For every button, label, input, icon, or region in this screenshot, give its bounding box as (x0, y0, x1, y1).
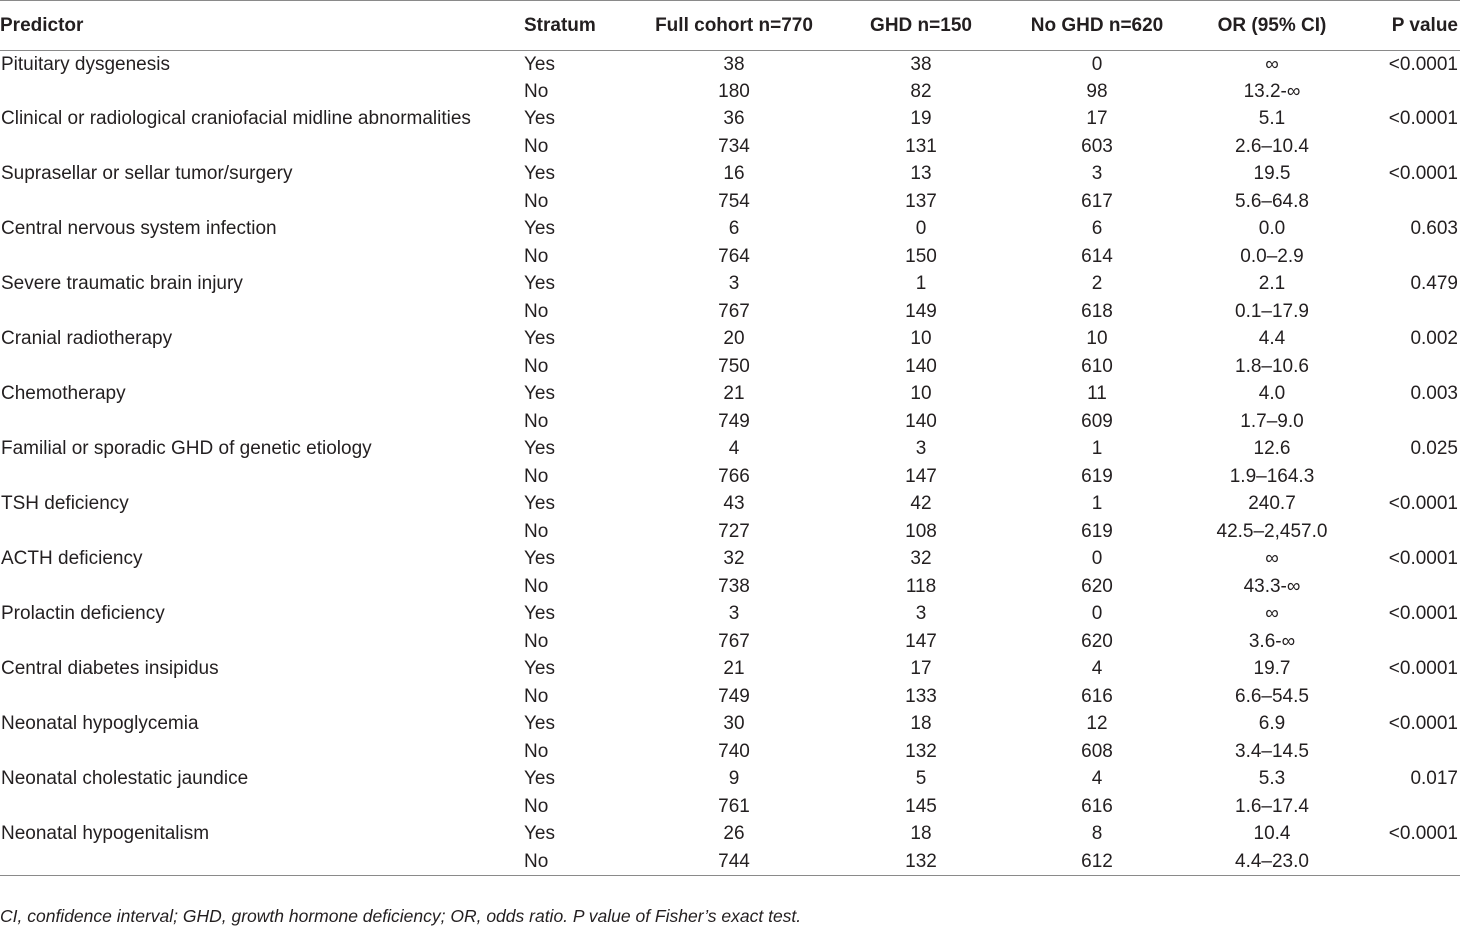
cell-stratum: Yes (524, 273, 555, 295)
cell-full-cohort: 180 (718, 80, 750, 102)
cell-stratum: Yes (524, 658, 555, 680)
table-row (0, 188, 1460, 216)
cell-p-value: <0.0001 (1388, 658, 1458, 680)
cell-no-ghd: 98 (1086, 80, 1108, 102)
cell-full-cohort: 767 (718, 300, 750, 322)
cell-p-value: <0.0001 (1388, 163, 1458, 185)
cell-full-cohort: 36 (723, 108, 745, 130)
cell-stratum: Yes (524, 328, 555, 350)
cell-stratum: No (524, 410, 549, 432)
cell-predictor: Neonatal cholestatic jaundice (1, 768, 249, 790)
cell-predictor (0, 518, 524, 546)
cell-no-ghd: 1 (1091, 493, 1103, 515)
cell-stratum: No (524, 245, 549, 267)
cell-predictor: Pituitary dysgenesis (1, 53, 170, 75)
cell-full-cohort: 3 (728, 273, 740, 295)
cell-no-ghd: 0 (1091, 548, 1103, 570)
cell-full-cohort: 30 (723, 713, 745, 735)
cell-or-ci: ∞ (1265, 548, 1279, 570)
table-row (0, 821, 1460, 849)
cell-p-value (1358, 573, 1460, 601)
cell-stratum: Yes (524, 53, 555, 75)
table-row (0, 573, 1460, 601)
cell-predictor: Neonatal hypogenitalism (1, 823, 210, 845)
cell-predictor: Central diabetes insipidus (1, 658, 219, 680)
table-row (0, 546, 1460, 574)
cell-or-ci: 1.8–10.6 (1235, 355, 1309, 377)
cell-ghd: 147 (905, 465, 937, 487)
header-full-cohort: Full cohort n=770 (634, 1, 834, 51)
cell-predictor: Neonatal hypoglycemia (1, 713, 199, 735)
cell-full-cohort: 20 (723, 328, 745, 350)
cell-no-ghd: 619 (1081, 520, 1113, 542)
cell-predictor (0, 243, 524, 271)
table-row (0, 738, 1460, 766)
cell-full-cohort: 750 (718, 355, 750, 377)
cell-full-cohort: 727 (718, 520, 750, 542)
cell-stratum: Yes (524, 218, 555, 240)
cell-predictor (0, 848, 524, 876)
cell-ghd: 1 (915, 273, 927, 295)
table-row (0, 298, 1460, 326)
cell-or-ci: ∞ (1265, 53, 1279, 75)
cell-full-cohort: 749 (718, 685, 750, 707)
cell-full-cohort: 738 (718, 575, 750, 597)
cell-predictor (0, 628, 524, 656)
cell-or-ci: 4.4 (1258, 328, 1286, 350)
header-p-value: P value (1358, 1, 1460, 51)
cell-predictor (0, 738, 524, 766)
table-header (0, 1, 1460, 51)
cell-no-ghd: 618 (1081, 300, 1113, 322)
cell-stratum: No (524, 80, 549, 102)
cell-stratum: Yes (524, 548, 555, 570)
cell-p-value: <0.0001 (1388, 548, 1458, 570)
header-ghd: GHD n=150 (834, 1, 1008, 51)
cell-p-value: 0.025 (1410, 438, 1458, 460)
cell-predictor: Chemotherapy (1, 383, 126, 405)
table-row (0, 601, 1460, 629)
cell-or-ci: 2.1 (1258, 273, 1286, 295)
cell-or-ci: 10.4 (1253, 823, 1291, 845)
table-row (0, 793, 1460, 821)
cell-or-ci: 5.3 (1258, 768, 1286, 790)
table-row (0, 133, 1460, 161)
cell-ghd: 118 (905, 575, 937, 597)
cell-ghd: 132 (905, 740, 937, 762)
cell-stratum: Yes (524, 823, 555, 845)
cell-p-value (1358, 133, 1460, 161)
cell-ghd: 17 (910, 658, 932, 680)
cell-no-ghd: 3 (1091, 163, 1103, 185)
cell-or-ci: ∞ (1265, 603, 1279, 625)
cell-no-ghd: 614 (1081, 245, 1113, 267)
cell-or-ci: 0.0 (1258, 218, 1286, 240)
cell-p-value (1358, 353, 1460, 381)
cell-full-cohort: 9 (728, 768, 740, 790)
cell-predictor (0, 408, 524, 436)
table-row (0, 408, 1460, 436)
table-row (0, 271, 1460, 299)
cell-ghd: 3 (915, 438, 927, 460)
cell-no-ghd: 17 (1086, 108, 1108, 130)
cell-or-ci: 19.5 (1253, 163, 1291, 185)
cell-or-ci: 3.6-∞ (1248, 630, 1296, 652)
cell-full-cohort: 754 (718, 190, 750, 212)
cell-ghd: 19 (910, 108, 932, 130)
cell-no-ghd: 616 (1081, 685, 1113, 707)
cell-stratum: Yes (524, 603, 555, 625)
table-body (0, 51, 1460, 876)
cell-ghd: 147 (905, 630, 937, 652)
cell-ghd: 145 (905, 795, 937, 817)
header-predictor: Predictor (0, 1, 524, 51)
cell-stratum: Yes (524, 493, 555, 515)
cell-ghd: 150 (905, 245, 937, 267)
cell-predictor (0, 573, 524, 601)
cell-stratum: No (524, 300, 549, 322)
cell-no-ghd: 4 (1091, 768, 1103, 790)
cell-stratum: No (524, 135, 549, 157)
cell-full-cohort: 6 (728, 218, 740, 240)
table-row (0, 353, 1460, 381)
cell-p-value (1358, 683, 1460, 711)
cell-p-value (1358, 408, 1460, 436)
cell-p-value (1358, 298, 1460, 326)
cell-predictor: Familial or sporadic GHD of genetic etiology (1, 438, 372, 460)
table-footnote: CI, confidence interval; GHD, growth hormone deficiency; OR, odds ratio. P value of Fisher’s exact test. (0, 906, 802, 926)
cell-ghd: 149 (905, 300, 937, 322)
cell-full-cohort: 26 (723, 823, 745, 845)
table-row (0, 216, 1460, 244)
table-row (0, 766, 1460, 794)
cell-full-cohort: 43 (723, 493, 745, 515)
cell-full-cohort: 38 (723, 53, 745, 75)
cell-or-ci: 13.2-∞ (1243, 80, 1301, 102)
cell-stratum: No (524, 355, 549, 377)
cell-predictor (0, 683, 524, 711)
table-row (0, 683, 1460, 711)
cell-no-ghd: 1 (1091, 438, 1103, 460)
cell-no-ghd: 6 (1091, 218, 1103, 240)
cell-no-ghd: 0 (1091, 53, 1103, 75)
cell-predictor: Cranial radiotherapy (1, 328, 173, 350)
cell-or-ci: 43.3-∞ (1243, 575, 1301, 597)
cell-ghd: 5 (915, 768, 927, 790)
cell-full-cohort: 21 (723, 383, 745, 405)
cell-or-ci: 19.7 (1253, 658, 1291, 680)
cell-ghd: 82 (910, 80, 932, 102)
cell-or-ci: 3.4–14.5 (1235, 740, 1309, 762)
cell-stratum: No (524, 795, 549, 817)
cell-predictor (0, 133, 524, 161)
cell-ghd: 108 (905, 520, 937, 542)
cell-full-cohort: 744 (634, 848, 834, 876)
cell-stratum: Yes (524, 163, 555, 185)
cell-no-ghd: 8 (1091, 823, 1103, 845)
table-row (0, 656, 1460, 684)
cell-no-ghd: 11 (1087, 383, 1107, 405)
table-row (0, 161, 1460, 189)
cell-p-value (1358, 78, 1460, 106)
table-row (0, 518, 1460, 546)
cell-ghd: 137 (905, 190, 937, 212)
cell-predictor (0, 793, 524, 821)
cell-predictor: ACTH deficiency (1, 548, 143, 570)
cell-full-cohort: 767 (718, 630, 750, 652)
table-row (0, 848, 1460, 876)
cell-full-cohort: 749 (718, 410, 750, 432)
cell-or-ci: 2.6–10.4 (1235, 135, 1309, 157)
table-row (0, 326, 1460, 354)
cell-no-ghd: 616 (1081, 795, 1113, 817)
cell-p-value: 0.002 (1410, 328, 1458, 350)
table-row (0, 243, 1460, 271)
cell-full-cohort: 764 (718, 245, 750, 267)
header-or-ci: OR (95% CI) (1186, 1, 1358, 51)
cell-stratum: Yes (524, 438, 555, 460)
cell-or-ci: 5.1 (1258, 108, 1286, 130)
cell-or-ci: 0.1–17.9 (1235, 300, 1309, 322)
cell-full-cohort: 4 (728, 438, 740, 460)
cell-no-ghd: 619 (1081, 465, 1113, 487)
cell-no-ghd: 620 (1081, 575, 1113, 597)
cell-p-value (1358, 243, 1460, 271)
table-row (0, 436, 1460, 464)
cell-predictor (0, 353, 524, 381)
cell-or-ci: 0.0–2.9 (1240, 245, 1304, 267)
table-row (0, 491, 1460, 519)
cell-full-cohort: 16 (723, 163, 745, 185)
cell-predictor: Severe traumatic brain injury (1, 273, 243, 295)
cell-no-ghd: 603 (1081, 135, 1113, 157)
cell-no-ghd: 0 (1091, 603, 1103, 625)
cell-full-cohort: 761 (718, 795, 750, 817)
cell-ghd: 133 (905, 685, 937, 707)
cell-stratum: No (524, 630, 549, 652)
cell-p-value: <0.0001 (1388, 713, 1458, 735)
cell-p-value (1358, 518, 1460, 546)
cell-stratum: No (524, 520, 549, 542)
cell-predictor (0, 463, 524, 491)
cell-ghd: 0 (915, 218, 927, 240)
cell-p-value: <0.0001 (1388, 493, 1458, 515)
cell-no-ghd: 2 (1091, 273, 1103, 295)
cell-full-cohort: 3 (728, 603, 740, 625)
cell-ghd: 132 (834, 848, 1008, 876)
cell-or-ci: 5.6–64.8 (1235, 190, 1309, 212)
cell-or-ci: 4.4–23.0 (1186, 848, 1358, 876)
header-row (0, 1, 1460, 51)
cell-or-ci: 1.6–17.4 (1235, 795, 1309, 817)
table-row (0, 711, 1460, 739)
cell-p-value: 0.003 (1410, 383, 1458, 405)
cell-ghd: 18 (910, 823, 932, 845)
cell-ghd: 38 (910, 53, 932, 75)
cell-p-value: <0.0001 (1388, 823, 1458, 845)
cell-predictor: Central nervous system infection (1, 218, 277, 240)
cell-or-ci: 1.7–9.0 (1240, 410, 1304, 432)
cell-full-cohort: 766 (718, 465, 750, 487)
cell-or-ci: 6.6–54.5 (1235, 685, 1309, 707)
cell-no-ghd: 10 (1086, 328, 1108, 350)
cell-ghd: 140 (905, 355, 937, 377)
cell-or-ci: 1.9–164.3 (1229, 465, 1315, 487)
cell-p-value: 0.479 (1410, 273, 1458, 295)
cell-no-ghd: 12 (1086, 713, 1108, 735)
cell-predictor: Suprasellar or sellar tumor/surgery (1, 163, 293, 185)
cell-predictor: Prolactin deficiency (1, 603, 165, 625)
cell-ghd: 131 (905, 135, 937, 157)
cell-p-value (1358, 848, 1460, 876)
cell-p-value: <0.0001 (1388, 603, 1458, 625)
cell-no-ghd: 4 (1091, 658, 1103, 680)
cell-ghd: 18 (910, 713, 932, 735)
table-row (0, 463, 1460, 491)
cell-full-cohort: 734 (718, 135, 750, 157)
cell-p-value (1358, 188, 1460, 216)
cell-stratum: No (524, 575, 549, 597)
cell-p-value: <0.0001 (1388, 108, 1458, 130)
cell-ghd: 3 (915, 603, 927, 625)
cell-predictor (0, 78, 524, 106)
cell-no-ghd: 609 (1081, 410, 1113, 432)
cell-ghd: 13 (910, 163, 932, 185)
table-row (0, 51, 1460, 79)
table-row (0, 381, 1460, 409)
cell-stratum: No (524, 465, 549, 487)
cell-stratum: No (524, 848, 634, 876)
cell-predictor (0, 188, 524, 216)
table-row (0, 106, 1460, 134)
cell-p-value: 0.017 (1410, 768, 1458, 790)
cell-no-ghd: 617 (1081, 190, 1113, 212)
cell-or-ci: 12.6 (1253, 438, 1291, 460)
cell-stratum: Yes (524, 383, 555, 405)
header-stratum: Stratum (524, 1, 634, 51)
cell-predictor: TSH deficiency (1, 493, 129, 515)
cell-predictor: Clinical or radiological craniofacial midline abnormalities (1, 108, 471, 130)
cell-no-ghd: 608 (1081, 740, 1113, 762)
cell-stratum: Yes (524, 108, 555, 130)
cell-no-ghd: 620 (1081, 630, 1113, 652)
cell-p-value (1358, 793, 1460, 821)
cell-or-ci: 240.7 (1248, 493, 1296, 515)
cell-stratum: Yes (524, 768, 555, 790)
cell-stratum: No (524, 740, 549, 762)
cell-p-value (1358, 738, 1460, 766)
cell-stratum: No (524, 685, 549, 707)
cell-stratum: Yes (524, 713, 555, 735)
cell-or-ci: 6.9 (1258, 713, 1286, 735)
table-row (0, 628, 1460, 656)
cell-p-value: 0.603 (1410, 218, 1458, 240)
cell-p-value (1358, 463, 1460, 491)
cell-stratum: No (524, 190, 549, 212)
header-no-ghd: No GHD n=620 (1008, 1, 1186, 51)
table-row (0, 78, 1460, 106)
cell-ghd: 32 (910, 548, 932, 570)
cell-no-ghd: 610 (1081, 355, 1113, 377)
cell-ghd: 42 (910, 493, 932, 515)
cell-full-cohort: 740 (718, 740, 750, 762)
cell-or-ci: 4.0 (1258, 383, 1286, 405)
cell-ghd: 10 (910, 328, 932, 350)
cell-full-cohort: 32 (723, 548, 745, 570)
cell-no-ghd: 612 (1008, 848, 1186, 876)
cell-predictor (0, 298, 524, 326)
cell-full-cohort: 21 (723, 658, 745, 680)
cell-ghd: 10 (910, 383, 932, 405)
cell-p-value: <0.0001 (1388, 53, 1458, 75)
cell-or-ci: 42.5–2,457.0 (1216, 520, 1328, 542)
cell-ghd: 140 (905, 410, 937, 432)
cell-p-value (1358, 628, 1460, 656)
